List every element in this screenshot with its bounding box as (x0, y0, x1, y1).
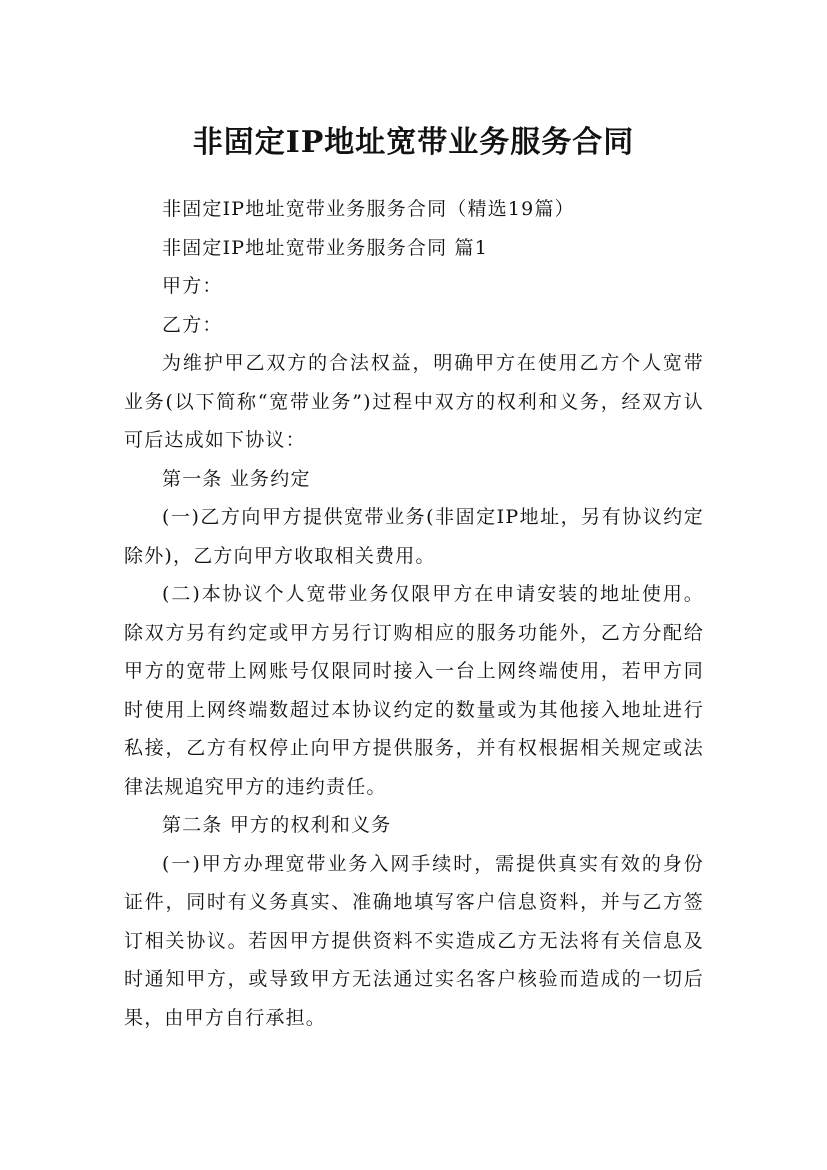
article-2-clause-1: (一)甲方办理宽带业务入网手续时，需提供真实有效的身份证件，同时有义务真实、准确地填写客户信息资料，并与乙方签订相关协议。若因甲方提供资料不实造成乙方无法将有关信息及时通知甲方，或导致甲方无法通过实名客户核验而造成的一切后果，由甲方自行承担。 (124, 852, 704, 1029)
section-heading: 非固定IP地址宽带业务服务合同 篇1 (162, 236, 489, 259)
party-b-label: 乙方： (162, 313, 223, 336)
document-subtitle: 非固定IP地址宽带业务服务合同（精选19篇） (162, 198, 575, 220)
document-body (124, 190, 704, 1037)
preamble-paragraph: 为维护甲乙双方的合法权益，明确甲方在使用乙方个人宽带业务(以下简称“宽带业务”)过程中双方的权利和义务，经双方认可后达成如下协议： (124, 352, 704, 451)
article-1-clause-2: (二)本协议个人宽带业务仅限甲方在申请安装的地址使用。除双方另有约定或甲方另行订购相应的服务功能外，乙方分配给甲方的宽带上网账号仅限同时接入一台上网终端使用，若甲方同时使用上网终端数超过本协议约定的数量或为其他接入地址进行私接，乙方有权停止向甲方提供服务，并有权根据相关规定或法律法规追究甲方的违约责任。 (124, 583, 704, 798)
document-title: 非固定IP地址宽带业务服务合同 (192, 125, 635, 161)
party-a-label: 甲方： (162, 275, 223, 297)
article-1-clause-1: (一)乙方向甲方提供宽带业务(非固定IP地址，另有协议约定除外)，乙方向甲方收取相关费用。 (124, 506, 704, 567)
article-1-heading: 第一条 业务约定 (162, 467, 311, 490)
article-2-heading: 第二条 甲方的权利和义务 (162, 814, 392, 836)
